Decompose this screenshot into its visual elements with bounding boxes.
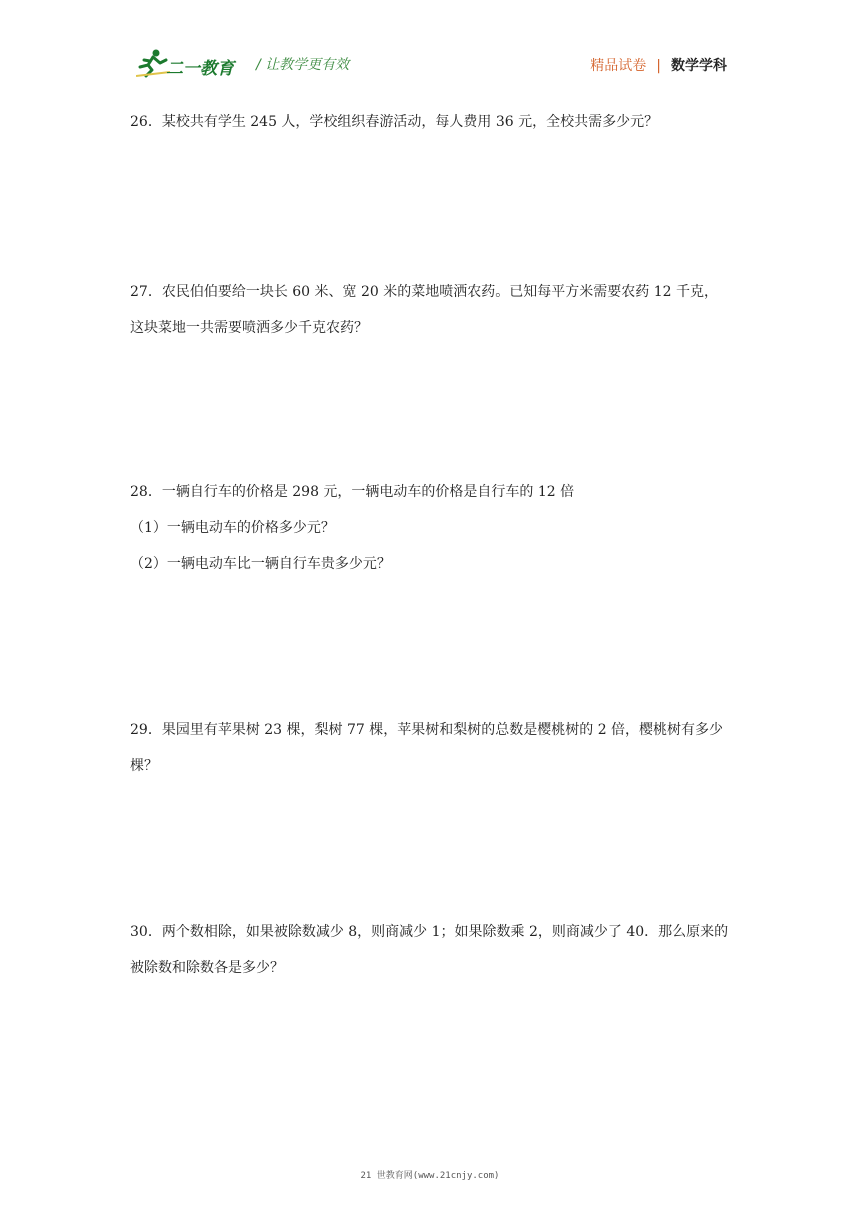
question-26 [130, 104, 730, 140]
logo-text: 二一教育 [166, 59, 234, 79]
question-text: 28．一辆自行车的价格是 298 元，一辆电动车的价格是自行车的 12 倍 [130, 484, 575, 500]
page-header [0, 0, 860, 90]
question-text: 30．两个数相除，如果被除数减少 8，则商减少 1；如果除数乘 2，则商减少了 40．那么原来的被除数和除数各是多少？ [130, 924, 729, 976]
subject-label: 数学学科 [671, 58, 727, 74]
header-separator: | [656, 58, 661, 74]
sub-question-2: （2）一辆电动车比一辆自行车贵多少元？ [130, 556, 391, 572]
question-text: 29．果园里有苹果树 23 棵，梨树 77 棵，苹果树和梨树的总数是樱桃树的 2 倍，樱桃树有多少棵？ [130, 722, 724, 774]
brand-logo [136, 48, 246, 82]
header-right [590, 55, 727, 75]
page-footer: 21 世教育网(www.21cnjy.com) [360, 1171, 500, 1181]
sub-question-1: （1）一辆电动车的价格多少元？ [130, 520, 335, 536]
question-text: 26．某校共有学生 245 人，学校组织春游活动，每人费用 36 元，全校共需多少元？ [130, 114, 659, 130]
slogan: / 让教学更有效 [256, 57, 350, 73]
question-text: 27．农民伯伯要给一块长 60 米、宽 20 米的菜地喷洒农药。已知每平方米需要农药 12 千克，这块菜地一共需要喷洒多少千克农药？ [130, 284, 718, 336]
runner-logo-icon [136, 48, 170, 78]
question-30 [130, 914, 730, 986]
question-28 [130, 474, 730, 582]
paper-tag: 精品试卷 [590, 58, 647, 74]
question-27 [130, 274, 730, 346]
question-29 [130, 712, 730, 784]
